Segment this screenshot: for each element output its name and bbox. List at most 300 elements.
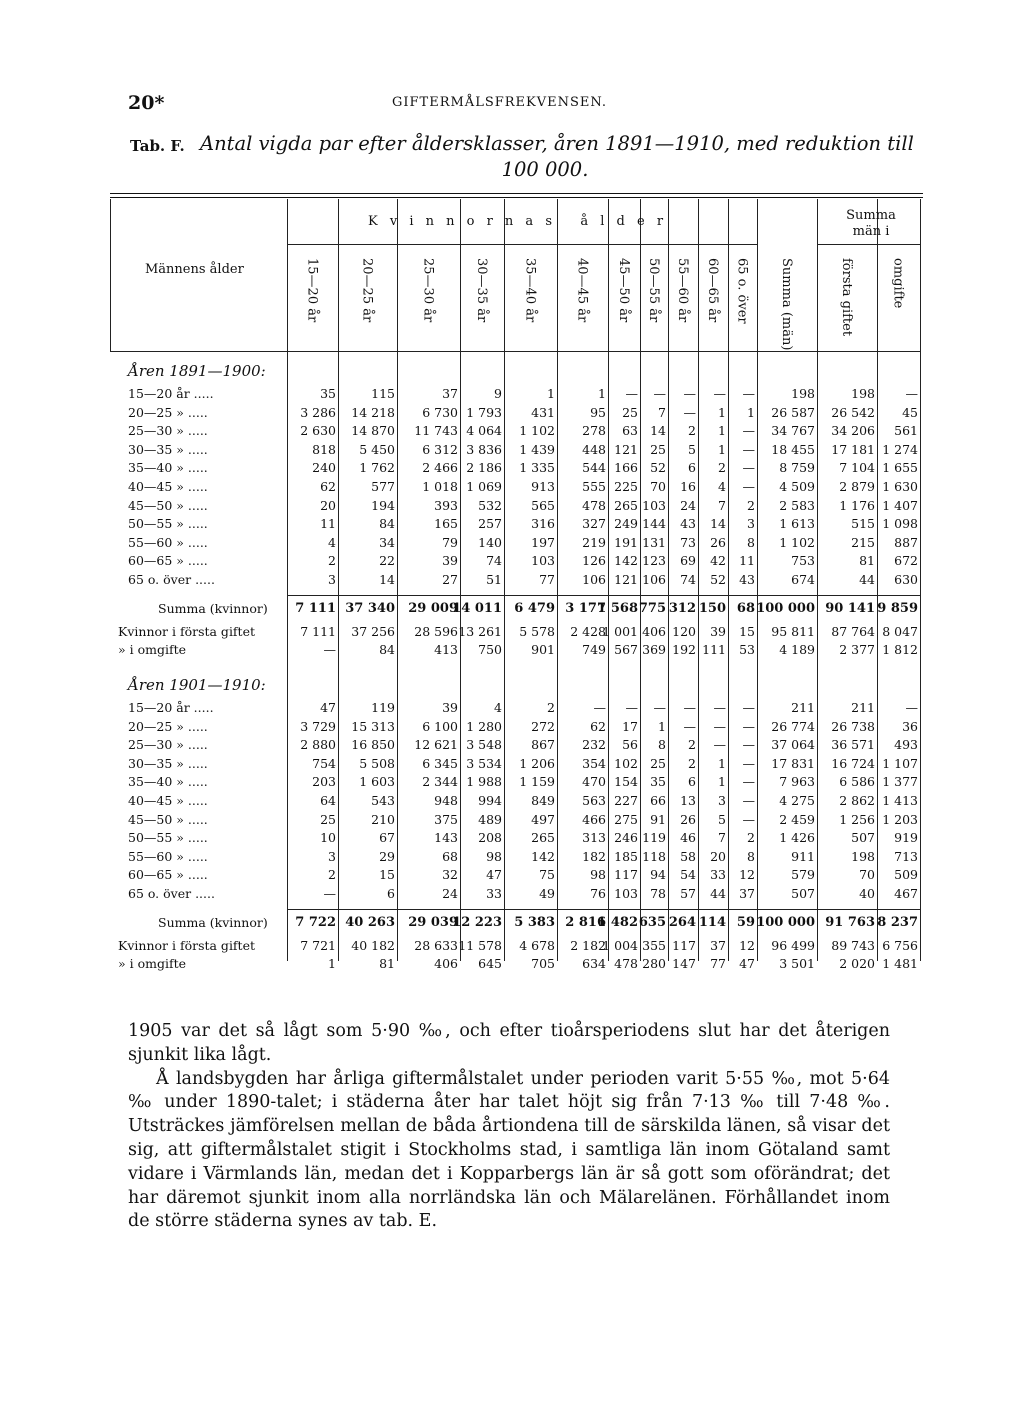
table-cell: 34 bbox=[379, 534, 395, 550]
table-cell: 154 bbox=[614, 774, 638, 790]
table-cell: 191 bbox=[614, 534, 638, 550]
column-header: Summa (män) bbox=[779, 258, 794, 351]
table-cell: 2 344 bbox=[422, 774, 458, 790]
running-title: GIFTERMÅLSFREKVENSEN. bbox=[392, 95, 608, 110]
table-cell: 1 102 bbox=[779, 534, 815, 550]
table-cell: — bbox=[713, 386, 726, 401]
table-cell: 2 459 bbox=[779, 811, 815, 827]
row-label: 30—35 » ..... bbox=[128, 441, 208, 457]
table-cell: 470 bbox=[582, 774, 606, 790]
table-cell: 6 586 bbox=[839, 774, 875, 790]
table-cell: — bbox=[713, 700, 726, 715]
table-cell: 39 bbox=[710, 623, 726, 639]
table-cell: 393 bbox=[434, 497, 458, 513]
table-cell: 2 583 bbox=[779, 497, 815, 513]
table-cell: 58 bbox=[680, 848, 696, 864]
table-cell: 1 001 bbox=[602, 623, 638, 639]
table-cell: 45 bbox=[902, 404, 918, 420]
table-cell: 1 988 bbox=[466, 774, 502, 790]
table-cell: 1 377 bbox=[882, 774, 918, 790]
row-label: 65 o. över ..... bbox=[128, 886, 215, 901]
table-cell: 1 203 bbox=[882, 811, 918, 827]
table-cell: 12 bbox=[739, 937, 755, 953]
table-cell: 185 bbox=[614, 848, 638, 864]
table-cell: 166 bbox=[614, 460, 638, 476]
table-cell: — bbox=[683, 700, 696, 715]
table-cell: 478 bbox=[614, 955, 638, 971]
table-cell: 5 bbox=[718, 811, 726, 827]
table-cell: 121 bbox=[614, 441, 638, 457]
table-cell: 246 bbox=[614, 830, 638, 846]
table-cell: 7 bbox=[658, 404, 666, 420]
table-cell: 1 bbox=[718, 441, 726, 457]
table-cell: 509 bbox=[894, 867, 918, 883]
table-cell: 74 bbox=[680, 572, 696, 587]
table-cell: 355 bbox=[642, 937, 666, 953]
table-cell: 264 bbox=[668, 914, 696, 930]
table-cell: 265 bbox=[614, 497, 638, 513]
table-cell: 9 bbox=[494, 386, 502, 401]
table-cell: 49 bbox=[539, 886, 555, 901]
table-cell: — bbox=[653, 700, 666, 715]
row-label-omgifte: » i omgifte bbox=[118, 641, 187, 657]
column-header: 40—45 år bbox=[574, 258, 590, 323]
table-cell: 64 bbox=[320, 793, 336, 808]
table-cell: 7 bbox=[718, 497, 726, 513]
table-cell: — bbox=[625, 386, 638, 401]
table-cell: 143 bbox=[434, 830, 458, 846]
table-cell: 2 186 bbox=[466, 460, 502, 476]
table-cell: — bbox=[742, 386, 755, 401]
column-header: 35—40 år bbox=[522, 258, 538, 323]
table-cell: 15 313 bbox=[351, 718, 395, 734]
table-cell: 28 633 bbox=[414, 937, 458, 953]
table-cell: 20 bbox=[320, 497, 336, 513]
table-cell: 6 479 bbox=[514, 600, 555, 616]
table-cell: 52 bbox=[650, 460, 666, 476]
table-cell: 4 bbox=[494, 700, 502, 715]
table-cell: 563 bbox=[582, 793, 606, 808]
header-rule bbox=[817, 244, 920, 245]
table-cell: 98 bbox=[590, 867, 606, 883]
table-cell: 13 bbox=[680, 793, 696, 808]
table-cell: 197 bbox=[531, 534, 555, 550]
table-cell: 5 578 bbox=[519, 623, 555, 639]
table-cell: 208 bbox=[478, 830, 502, 846]
table-cell: 39 bbox=[442, 553, 458, 569]
table-cell: 81 bbox=[379, 955, 395, 971]
table-cell: 18 455 bbox=[771, 441, 815, 457]
table-cell: 466 bbox=[582, 811, 606, 827]
table-cell: 56 bbox=[622, 737, 638, 753]
table-cell: 478 bbox=[582, 497, 606, 513]
table-cell: 6 756 bbox=[882, 937, 918, 953]
col-separator bbox=[668, 199, 669, 961]
table-cell: 52 bbox=[710, 572, 726, 587]
table-cell: 24 bbox=[442, 886, 458, 901]
table-cell: 194 bbox=[371, 497, 395, 513]
table-cell: — bbox=[742, 718, 755, 734]
table-cell: 39 bbox=[442, 700, 458, 715]
table-cell: 1 413 bbox=[882, 793, 918, 808]
table-cell: 17 181 bbox=[831, 441, 875, 457]
table-cell: 22 bbox=[379, 553, 395, 569]
table-cell: 754 bbox=[312, 755, 336, 771]
table-cell: 6 bbox=[688, 460, 696, 476]
table-cell: 6 bbox=[688, 774, 696, 790]
table-cell: 515 bbox=[851, 516, 875, 532]
body-text bbox=[128, 1020, 890, 1234]
table-cell: 44 bbox=[710, 886, 726, 901]
table-cell: 1 102 bbox=[519, 423, 555, 439]
table-cell: 40 182 bbox=[351, 937, 395, 953]
table-cell: 14 870 bbox=[351, 423, 395, 439]
table-cell: 96 499 bbox=[771, 937, 815, 953]
table-cell: 4 bbox=[718, 479, 726, 494]
table-cell: 66 bbox=[650, 793, 666, 808]
header-bottom-rule bbox=[110, 351, 920, 352]
table-cell: 126 bbox=[582, 553, 606, 569]
group-header: K v i n n o r n a s å l d e r bbox=[368, 214, 668, 229]
table-cell: 100 000 bbox=[756, 600, 815, 616]
table-title-line1: Antal vigda par efter åldersklasser, åren 1891—1910, med reduktion till bbox=[200, 132, 914, 155]
row-label: 25—30 » ..... bbox=[128, 737, 208, 753]
row-label: 35—40 » ..... bbox=[128, 460, 208, 476]
table-cell: 705 bbox=[531, 955, 555, 971]
table-cell: 75 bbox=[539, 867, 555, 883]
table-cell: 84 bbox=[379, 516, 395, 532]
table-cell: — bbox=[683, 386, 696, 401]
table-cell: 2 bbox=[747, 497, 755, 513]
col-separator bbox=[877, 199, 878, 961]
column-header: omgifte bbox=[890, 258, 906, 309]
table-cell: 818 bbox=[312, 441, 336, 457]
table-cell: 106 bbox=[582, 572, 606, 587]
table-cell: 3 bbox=[747, 516, 755, 532]
table-cell: 240 bbox=[312, 460, 336, 476]
row-label: 15—20 år ..... bbox=[128, 386, 214, 401]
table-cell: 1 bbox=[718, 423, 726, 439]
table-cell: 70 bbox=[650, 479, 666, 494]
row-label: 50—55 » ..... bbox=[128, 830, 208, 846]
column-header: 60—65 år bbox=[705, 258, 720, 323]
table-cell: 210 bbox=[371, 811, 395, 827]
table-cell: 567 bbox=[614, 641, 638, 657]
table-cell: 12 bbox=[739, 867, 755, 883]
table-cell: 165 bbox=[434, 516, 458, 532]
table-cell: 369 bbox=[642, 641, 666, 657]
table-cell: 68 bbox=[736, 600, 755, 616]
table-cell: 7 111 bbox=[295, 600, 336, 616]
table-cell: 887 bbox=[894, 534, 918, 550]
col-separator bbox=[698, 199, 699, 961]
table-cell: 312 bbox=[668, 600, 696, 616]
table-cell: 78 bbox=[650, 886, 666, 901]
table-cell: 1 274 bbox=[882, 441, 918, 457]
table-cell: 33 bbox=[710, 867, 726, 883]
table-cell: 11 578 bbox=[458, 937, 502, 953]
table-cell: — bbox=[742, 700, 755, 715]
top-rule bbox=[110, 193, 923, 194]
table-cell: 94 bbox=[650, 867, 666, 883]
row-label: 50—55 » ..... bbox=[128, 516, 208, 532]
table-cell: 635 bbox=[638, 914, 666, 930]
table-cell: 316 bbox=[531, 516, 555, 532]
table-cell: 5 383 bbox=[514, 914, 555, 930]
table-cell: 14 218 bbox=[351, 404, 395, 420]
table-cell: 15 bbox=[379, 867, 395, 883]
table-cell: 26 587 bbox=[771, 404, 815, 420]
table-cell: 57 bbox=[680, 886, 696, 901]
table-cell: 1 426 bbox=[779, 830, 815, 846]
table-cell: 2 bbox=[688, 423, 696, 439]
table-cell: 15 bbox=[739, 623, 755, 639]
table-cell: 7 111 bbox=[300, 623, 336, 639]
table-cell: 35 bbox=[320, 386, 336, 401]
table-cell: 544 bbox=[582, 460, 606, 476]
table-cell: 1 bbox=[718, 404, 726, 420]
table-cell: 26 542 bbox=[831, 404, 875, 420]
table-cell: 8 bbox=[658, 737, 666, 753]
col-separator bbox=[338, 199, 339, 961]
table-cell: 2 bbox=[328, 867, 336, 883]
table-cell: 1 bbox=[328, 955, 336, 971]
table-cell: 354 bbox=[582, 755, 606, 771]
table-cell: — bbox=[323, 641, 336, 657]
table-cell: 565 bbox=[531, 497, 555, 513]
table-cell: 1 107 bbox=[882, 755, 918, 771]
table-cell: 3 501 bbox=[779, 955, 815, 971]
table-cell: 750 bbox=[478, 641, 502, 657]
table-cell: 147 bbox=[672, 955, 696, 971]
col-separator bbox=[640, 199, 641, 961]
table-cell: 37 bbox=[739, 886, 755, 901]
row-label: 35—40 » ..... bbox=[128, 774, 208, 790]
table-cell: 406 bbox=[434, 955, 458, 971]
table-cell: 4 189 bbox=[779, 641, 815, 657]
table-cell: 14 011 bbox=[452, 600, 502, 616]
table-cell: — bbox=[713, 737, 726, 753]
table-cell: 62 bbox=[320, 479, 336, 494]
table-cell: 1 bbox=[718, 755, 726, 771]
table-cell: 47 bbox=[320, 700, 336, 715]
table-cell: 867 bbox=[531, 737, 555, 753]
table-cell: 73 bbox=[680, 534, 696, 550]
table-cell: 6 100 bbox=[422, 718, 458, 734]
table-cell: 26 774 bbox=[771, 718, 815, 734]
table-cell: 95 bbox=[590, 404, 606, 420]
table-cell: 1 206 bbox=[519, 755, 555, 771]
table-cell: 497 bbox=[531, 811, 555, 827]
table-cell: 225 bbox=[614, 479, 638, 494]
row-label-forsta: Kvinnor i första giftet bbox=[118, 623, 256, 639]
table-cell: 68 bbox=[442, 848, 458, 864]
table-title bbox=[200, 131, 940, 183]
table-cell: 103 bbox=[642, 497, 666, 513]
table-cell: 59 bbox=[736, 914, 755, 930]
table-cell: 489 bbox=[478, 811, 502, 827]
table-cell: 192 bbox=[672, 641, 696, 657]
table-cell: 211 bbox=[851, 700, 875, 715]
table-cell: 1 407 bbox=[882, 497, 918, 513]
table-cell: — bbox=[742, 423, 755, 439]
table-cell: 20 bbox=[710, 848, 726, 864]
table-cell: 911 bbox=[791, 848, 815, 864]
table-cell: 1 bbox=[658, 718, 666, 734]
table-cell: 2 bbox=[688, 755, 696, 771]
col-separator bbox=[287, 199, 288, 961]
table-cell: 29 bbox=[379, 848, 395, 864]
row-label-summa: Summa (kvinnor) bbox=[158, 600, 268, 616]
table-cell: 9 859 bbox=[877, 600, 918, 616]
table-cell: 1 630 bbox=[882, 479, 918, 494]
table-cell: 265 bbox=[531, 830, 555, 846]
table-cell: 77 bbox=[710, 955, 726, 971]
table-cell: 131 bbox=[642, 534, 666, 550]
table-cell: 672 bbox=[894, 553, 918, 569]
row-label: 55—60 » ..... bbox=[128, 848, 208, 864]
col-separator bbox=[920, 199, 921, 961]
table-cell: 2 bbox=[688, 737, 696, 753]
table-cell: 901 bbox=[531, 641, 555, 657]
table-cell: 2 428 bbox=[570, 623, 606, 639]
table-cell: 913 bbox=[531, 479, 555, 494]
table-cell: 919 bbox=[894, 830, 918, 846]
table-cell: 4 275 bbox=[779, 793, 815, 808]
table-cell: 198 bbox=[851, 386, 875, 401]
table-cell: 70 bbox=[859, 867, 875, 883]
table-cell: — bbox=[593, 700, 606, 715]
table-cell: 2 bbox=[718, 460, 726, 476]
header-rule bbox=[287, 244, 757, 245]
table-cell: 25 bbox=[320, 811, 336, 827]
table-cell: 5 508 bbox=[359, 755, 395, 771]
table-cell: 272 bbox=[531, 718, 555, 734]
table-cell: 37 340 bbox=[345, 600, 395, 616]
table-cell: 2 466 bbox=[422, 460, 458, 476]
table-cell: 280 bbox=[642, 955, 666, 971]
table-cell: 26 bbox=[680, 811, 696, 827]
sum-rule bbox=[287, 595, 920, 596]
table-cell: — bbox=[625, 700, 638, 715]
table-cell: — bbox=[742, 755, 755, 771]
table-cell: 114 bbox=[698, 914, 726, 930]
row-label: 60—65 » ..... bbox=[128, 553, 208, 569]
table-cell: 67 bbox=[379, 830, 395, 846]
table-cell: — bbox=[742, 774, 755, 790]
col-separator bbox=[557, 199, 558, 961]
table-cell: 211 bbox=[791, 700, 815, 715]
table-cell: 91 763 bbox=[825, 914, 875, 930]
table-cell: 1 482 bbox=[597, 914, 638, 930]
table-cell: 47 bbox=[486, 867, 502, 883]
table-cell: 103 bbox=[531, 553, 555, 569]
table-cell: 749 bbox=[582, 641, 606, 657]
row-label-omgifte: » i omgifte bbox=[118, 955, 187, 971]
table-cell: 32 bbox=[442, 867, 458, 883]
table-cell: 13 261 bbox=[458, 623, 502, 639]
table-cell: 1 bbox=[598, 386, 606, 401]
table-cell: 3 534 bbox=[466, 755, 502, 771]
table-cell: 3 548 bbox=[466, 737, 502, 753]
col-separator bbox=[817, 199, 818, 961]
table-cell: 43 bbox=[739, 572, 755, 587]
stub-header: Männens ålder bbox=[145, 262, 244, 277]
table-cell: 5 bbox=[688, 441, 696, 457]
table-cell: 3 bbox=[328, 572, 336, 587]
table-cell: 1 159 bbox=[519, 774, 555, 790]
table-cell: 3 bbox=[328, 848, 336, 864]
table-cell: 215 bbox=[851, 534, 875, 550]
column-header: 25—30 år bbox=[420, 258, 436, 323]
table-cell: 117 bbox=[614, 867, 638, 883]
table-cell: 6 312 bbox=[422, 441, 458, 457]
table-cell: 1 256 bbox=[839, 811, 875, 827]
table-cell: 17 bbox=[622, 718, 638, 734]
table-cell: 6 730 bbox=[422, 404, 458, 420]
table-cell: 994 bbox=[478, 793, 502, 808]
table-cell: 16 bbox=[680, 479, 696, 494]
table-cell: 100 000 bbox=[756, 914, 815, 930]
table-cell: 313 bbox=[582, 830, 606, 846]
table-cell: 2 bbox=[747, 830, 755, 846]
table-cell: 12 223 bbox=[452, 914, 502, 930]
col-separator bbox=[460, 199, 461, 961]
column-header: första giftet bbox=[839, 258, 854, 337]
sum-rule bbox=[287, 909, 920, 910]
table-cell: 12 621 bbox=[414, 737, 458, 753]
table-cell: — bbox=[683, 404, 696, 420]
row-label: 30—35 » ..... bbox=[128, 755, 208, 771]
table-cell: 102 bbox=[614, 755, 638, 771]
table-cell: 3 286 bbox=[300, 404, 336, 420]
table-label: Tab. F. bbox=[130, 137, 185, 155]
table-cell: 37 bbox=[710, 937, 726, 953]
table-cell: 11 bbox=[320, 516, 336, 532]
table-cell: 4 509 bbox=[779, 479, 815, 494]
col-separator bbox=[110, 199, 111, 351]
table-cell: 674 bbox=[791, 572, 815, 587]
table-cell: 7 bbox=[718, 830, 726, 846]
table-cell: — bbox=[742, 441, 755, 457]
table-cell: 6 345 bbox=[422, 755, 458, 771]
table-cell: 182 bbox=[582, 848, 606, 864]
col-separator bbox=[757, 199, 758, 961]
table-cell: 1 bbox=[747, 404, 755, 420]
table-cell: 34 206 bbox=[831, 423, 875, 439]
table-cell: 150 bbox=[698, 600, 726, 616]
table-cell: 74 bbox=[486, 553, 502, 569]
section-title: Åren 1891—1900: bbox=[128, 362, 266, 380]
table-cell: 29 009 bbox=[408, 600, 458, 616]
table-cell: 8 759 bbox=[779, 460, 815, 476]
table-cell: 42 bbox=[710, 553, 726, 569]
table-cell: 14 bbox=[710, 516, 726, 532]
table-cell: 76 bbox=[590, 886, 606, 901]
table-cell: 95 811 bbox=[771, 623, 815, 639]
table-cell: 4 064 bbox=[466, 423, 502, 439]
column-header: 20—25 år bbox=[359, 258, 375, 323]
row-label: 25—30 » ..... bbox=[128, 423, 208, 439]
table-cell: 4 bbox=[328, 534, 336, 550]
table-cell: 8 047 bbox=[882, 623, 918, 639]
table-cell: 7 722 bbox=[295, 914, 336, 930]
table-cell: 1 176 bbox=[839, 497, 875, 513]
table-cell: 3 729 bbox=[300, 718, 336, 734]
table-cell: 8 bbox=[747, 534, 755, 550]
table-cell: — bbox=[713, 718, 726, 734]
table-cell: 91 bbox=[650, 811, 666, 827]
